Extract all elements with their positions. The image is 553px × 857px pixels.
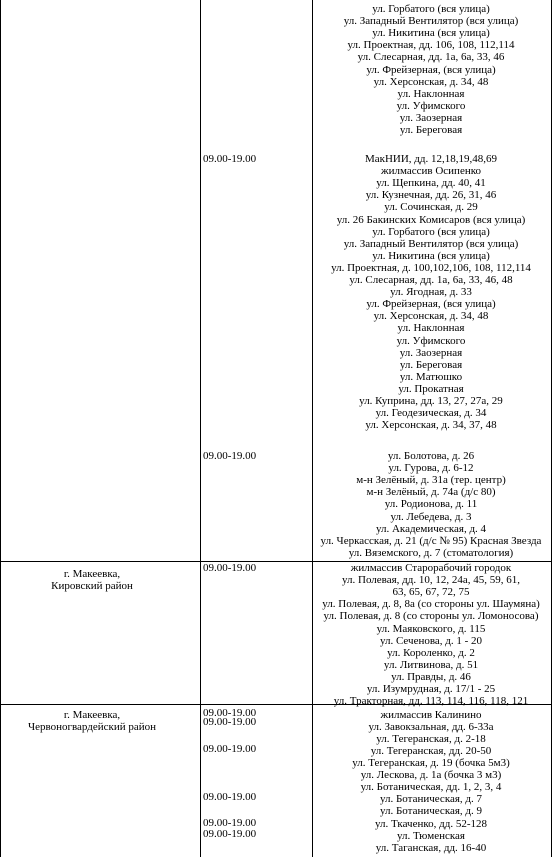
time-cell: 09.00-19.00 bbox=[203, 450, 257, 462]
address-line: ул. Западный Вентилятор (вся улица) bbox=[343, 237, 519, 250]
address-line: ул. Академическая, д. 4 bbox=[375, 522, 487, 535]
address-line: ул. Лескова, д. 1а (бочка 3 м3) bbox=[360, 769, 502, 782]
address-line: ул. Ягодная, д. 33 bbox=[390, 286, 472, 299]
address-line: ул. Ткаченко, дд. 52-128 bbox=[374, 818, 487, 830]
address-line: МакНИИ, дд. 12,18,19,48,69 bbox=[364, 153, 498, 165]
address-line: ул. Щепкина, дд. 40, 41 bbox=[376, 177, 486, 190]
address-line: ул. Фрейзерная, (вся улица) bbox=[366, 298, 496, 311]
time-cell: 09.00-19.00 bbox=[203, 716, 257, 728]
time-cell: 09.00-19.00 bbox=[203, 707, 257, 719]
address-line: ул. Фрейзерная, (вся улица) bbox=[366, 63, 496, 76]
address-line: ул. Проектная, дд. 106, 108, 112,114 bbox=[347, 39, 515, 52]
address-line: ул. Херсонская, д. 34, 37, 48 bbox=[365, 419, 497, 432]
time-cell: 09.00-19.00 bbox=[203, 153, 257, 165]
address-line: ул. Полевая, д. 8 (со стороны ул. Ломоносова) bbox=[323, 610, 539, 623]
address-line: ул. Полевая, д. 8, 8а (со стороны ул. Шаумяна) bbox=[322, 598, 540, 611]
address-line: жилмассив Осипенко bbox=[381, 165, 481, 178]
address-line: ул. Болотова, д. 26 bbox=[387, 450, 475, 462]
address-line: ул. Слесарная, дд. 1а, 6а, 33, 46, 48 bbox=[349, 274, 513, 286]
district-label: г. Макеевка, bbox=[63, 568, 121, 580]
district-label: г. Макеевка, bbox=[63, 709, 121, 721]
address-line: ул. Ботаническая, дд. 1, 2, 3, 4 bbox=[360, 781, 502, 794]
address-line: ул. Наклонная bbox=[397, 322, 465, 335]
address-line: ул. Короленко, д. 2 bbox=[387, 646, 475, 659]
address-line: ул. Куприна, дд. 13, 27, 27а, 29 bbox=[359, 395, 503, 407]
address-line: ул. Херсонская, д. 34, 48 bbox=[373, 75, 489, 88]
column-border bbox=[200, 0, 201, 857]
address-line: м-н Зелёный, д. 74а (д/с 80) bbox=[366, 486, 496, 499]
address-line: ул. Горбатого (вся улица) bbox=[372, 3, 490, 15]
address-line: ул. Тегеранская, дд. 20-50 bbox=[370, 745, 492, 757]
address-line: ул. Маяковского, д. 115 bbox=[376, 622, 486, 635]
time-cell: 09.00-19.00 bbox=[203, 791, 257, 803]
address-line: ул. Литвинова, д. 51 bbox=[383, 658, 479, 671]
district-label: Червоногвардейский район bbox=[27, 721, 157, 734]
address-line: 63, 65, 67, 72, 75 bbox=[392, 586, 470, 599]
address-line: ул. Кузнечная, дд. 26, 31, 46 bbox=[365, 189, 497, 202]
time-cell: 09.00-19.00 bbox=[203, 828, 257, 840]
address-line: ул. Матюшко bbox=[399, 370, 463, 383]
address-line: ул. Гурова, д. 6-12 bbox=[388, 462, 474, 475]
address-line: ул. Никитина (вся улица) bbox=[372, 27, 490, 40]
address-line: м-н Зелёный, д. 31а (тер. центр) bbox=[356, 474, 506, 487]
column-border bbox=[0, 0, 1, 857]
address-line: ул. Горбатого (вся улица) bbox=[372, 225, 490, 238]
address-line: ул. Ботаническая, д. 7 bbox=[379, 793, 483, 805]
address-line: ул. Ботаническая, д. 9 bbox=[379, 805, 483, 818]
address-line: ул. Сеченова, д. 1 - 20 bbox=[379, 634, 483, 647]
address-line: ул. Правды, д. 46 bbox=[391, 670, 471, 683]
address-line: ул. Родионова, д. 11 bbox=[384, 498, 478, 511]
address-line: ул. Береговая bbox=[399, 358, 463, 371]
address-line: ул. Наклонная bbox=[397, 87, 465, 100]
address-line: ул. Тюменская bbox=[397, 830, 465, 842]
address-line: ул. Полевая, дд. 10, 12, 24а, 45, 59, 61, bbox=[342, 574, 520, 587]
address-line: ул. Заозерная bbox=[399, 346, 463, 359]
address-line: ул. Херсонская, д. 34, 48 bbox=[373, 310, 489, 323]
address-line: ул. Уфимского bbox=[396, 334, 466, 347]
address-line: ул. Сочинская, д. 29 bbox=[384, 201, 478, 214]
district-label: Кировский район bbox=[51, 580, 133, 593]
address-line: ул. 26 Бакинских Комисаров (вся улица) bbox=[336, 213, 526, 226]
address-line: жилмассив Калинино bbox=[380, 709, 482, 721]
address-line: ул. Геодезическая, д. 34 bbox=[375, 407, 487, 420]
address-line: жилмассив Старорабочий городок bbox=[350, 562, 512, 574]
address-line: ул. Завокзальная, дд. 6-33а bbox=[368, 721, 494, 733]
address-line: ул. Черкасская, д. 21 (д/с № 95) Красная Звезда bbox=[320, 534, 542, 547]
address-line: ул. Проектная, д. 100,102,106, 108, 112,114 bbox=[331, 261, 531, 274]
address-line: ул. Тракторная, дд. 113, 114, 116, 118, 121 bbox=[333, 695, 529, 708]
time-cell: 09.00-19.00 bbox=[203, 743, 257, 755]
address-line: ул. Слесарная, дд. 1а, 6а, 33, 46 bbox=[357, 51, 505, 64]
address-line: ул. Лебедева, д. 3 bbox=[390, 510, 472, 523]
address-line: ул. Уфимского bbox=[396, 99, 466, 112]
address-line: ул. Западный Вентилятор (вся улица) bbox=[343, 15, 519, 28]
address-line: ул. Никитина (вся улица) bbox=[372, 249, 490, 262]
time-cell: 09.00-19.00 bbox=[203, 562, 257, 574]
address-line: ул. Прокатная bbox=[398, 382, 464, 395]
address-line: ул. Изумрудная, д. 17/1 - 25 bbox=[366, 683, 496, 695]
address-line: ул. Тегеранская, д. 19 (бочка 5м3) bbox=[352, 757, 510, 770]
address-line: ул. Таганская, дд. 16-40 bbox=[375, 842, 487, 855]
address-line: ул. Заозерная bbox=[399, 111, 463, 124]
address-line: ул. Вяземского, д. 7 (стоматология) bbox=[348, 546, 514, 559]
address-line: ул. Береговая bbox=[399, 124, 463, 136]
column-border bbox=[551, 0, 552, 857]
address-line: ул. Тегеранская, д. 2-18 bbox=[376, 733, 486, 746]
time-cell: 09.00-19.00 bbox=[203, 817, 257, 829]
